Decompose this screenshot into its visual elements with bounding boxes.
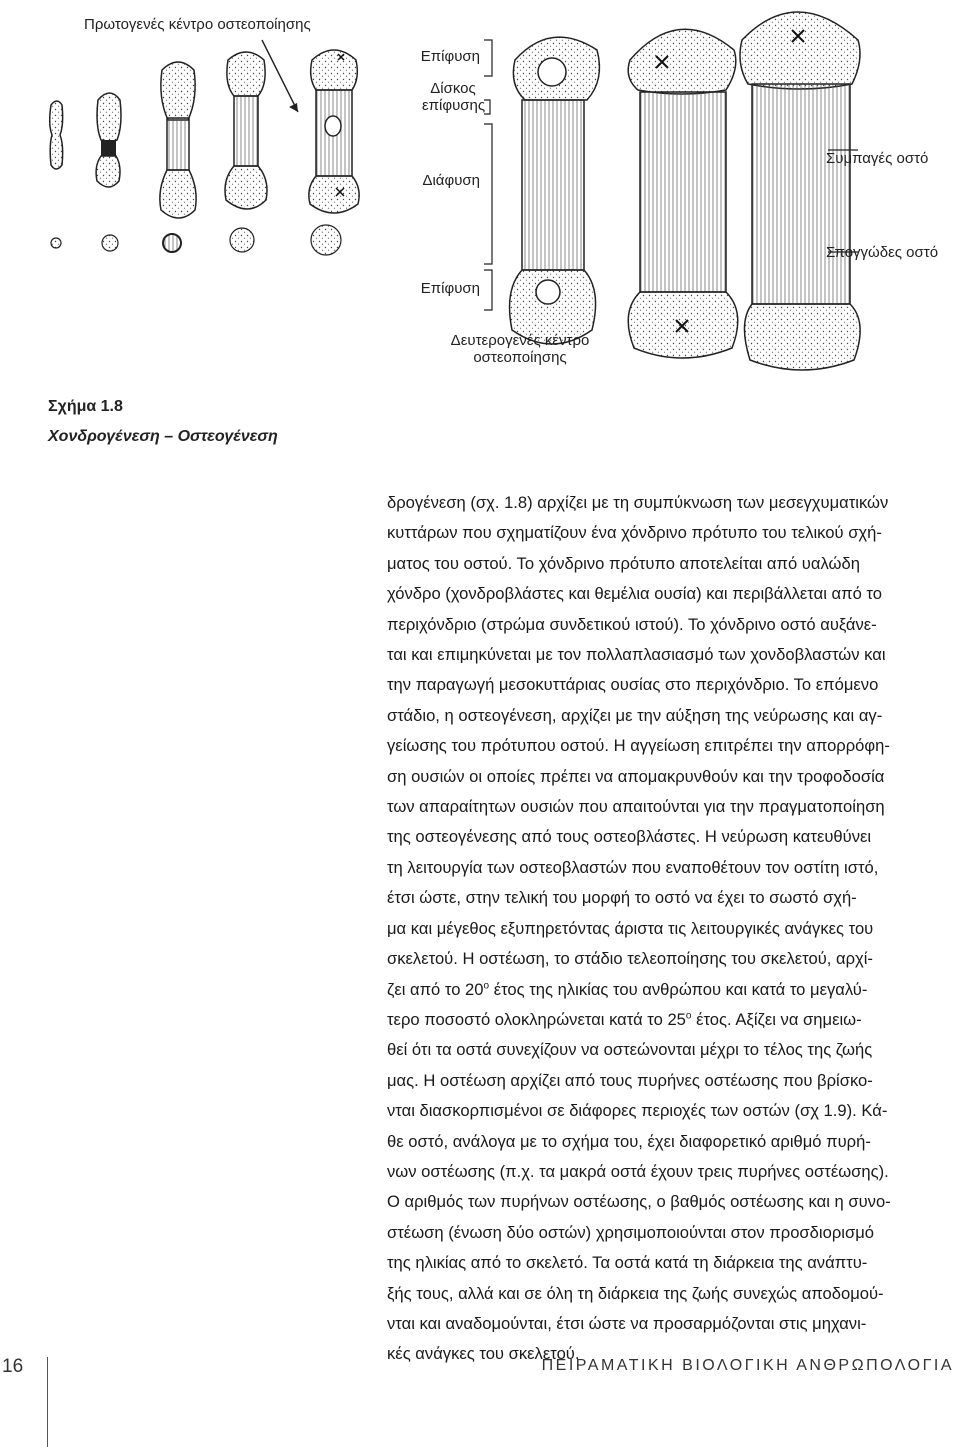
running-head: ΠΕΙΡΑΜΑΤΙΚΗ ΒΙΟΛΟΓΙΚΗ ΑΝΘΡΩΠΟΛΟΓΙΑ <box>541 1357 954 1374</box>
body-text-fragment: τερο ποσοστό ολοκληρώνεται κατά το 25 <box>387 1009 686 1029</box>
figure-caption-number: Σχήμα 1.8 <box>48 398 123 415</box>
body-line: στάδιο, η οστεογένεση, αρχίζει με την αύξηση της νεύρωσης και αγ- <box>387 705 883 725</box>
body-line <box>387 1005 960 1035</box>
stage-1-cartilage-model <box>50 101 63 169</box>
body-line: ξής τους, αλλά και σε όλη τη διάρκεια της ζωής συνεχώς αποδομού- <box>387 1283 884 1303</box>
body-line: γείωσης του πρότυπου οστού. Η αγγείωση επιτρέπει την απορρόφη- <box>387 736 890 756</box>
stage-3-primary-ossification <box>160 62 196 218</box>
ordinal-superscript: ο <box>483 979 490 991</box>
ordinal-superscript: ο <box>685 1010 692 1022</box>
body-line: των απαραίτητων ουσιών που απαιτούνται για την πραγματοποίηση <box>387 797 885 817</box>
label-epiphysis-bottom: Επίφυση <box>420 280 480 297</box>
body-line: περιχόνδριο (στρώμα συνδετικού ιστού). Το χόνδρινο οστό αυξάνε- <box>387 614 877 634</box>
page-number: 16 <box>2 1356 24 1377</box>
body-line: της οστεογένεσης από τους οστεοβλάστες. Η νεύρωση κατευθύνει <box>387 827 872 847</box>
osteogenesis-figure <box>0 0 960 380</box>
footer-divider <box>47 1357 48 1447</box>
body-text-fragment: ζει από το 20 <box>387 979 484 999</box>
label-epiphysis-top: Επίφυση <box>420 48 480 65</box>
body-line: ται και επιμηκύνεται με τον πολλαπλασιασμό των χονδοβλαστών και <box>387 645 886 665</box>
body-line: νται διασκορπισμένοι σε διάφορες περιοχές των οστών (σχ 1.9). Κά- <box>387 1101 888 1121</box>
stage-8-mature-bone <box>740 12 860 370</box>
body-line: τη λειτουργία των οστεοβλαστών που εναποθέτουν τον οστίτη ιστό, <box>387 857 879 877</box>
body-line: νται και αναδομούνται, έτσι ώστε να προσαρμόζονται στις μηχανι- <box>387 1313 867 1333</box>
body-paragraph <box>387 488 960 1370</box>
body-line: δρογένεση (σχ. 1.8) αρχίζει με τη συμπύκνωση των μεσεγχυματικών <box>387 493 889 512</box>
body-line: μας. Η οστέωση αρχίζει από τους πυρήνες οστέωσης που βρίσκο- <box>387 1070 873 1090</box>
body-line: έτσι ώστε, στην τελική του μορφή το οστό να έχει το σωστό σχή- <box>387 888 857 908</box>
body-line: στέωση (ένωση δύο οστών) χρησιμοποιούνται στον προσδιορισμό <box>387 1222 874 1242</box>
body-line: σκελετού. Η οστέωση, το στάδιο τελεοποίησης του σκελετού, αρχί- <box>387 949 873 969</box>
body-text-fragment: έτος της ηλικίας του ανθρώπου και κατά το μεγαλύ- <box>489 979 868 999</box>
body-line: μα και μέγεθος εξυπηρετόντας άριστα τις λειτουργικές ανάγκες του <box>387 918 874 938</box>
body-line: θε οστό, ανάλογα με το σχήμα του, έχει διαφορετικό αριθμό πυρή- <box>387 1131 871 1151</box>
label-diaphysis: Διάφυση <box>422 172 480 189</box>
body-line: κυττάρων που σχηματίζουν ένα χόνδρινο πρότυπο του τελικού σχή- <box>387 523 882 543</box>
body-line: την παραγωγή μεσοκυττάριας ουσίας στο περιχόνδριο. Το επόμενο <box>387 675 879 695</box>
cross-sections <box>51 225 341 255</box>
figure-caption-title: Χονδρογένεση – Οστεογένεση <box>48 428 278 445</box>
body-line: της ηλικίας από το σκελετό. Τα οστά κατά τη διάρκεια της ανάπτυ- <box>387 1253 868 1273</box>
body-line: θεί ότι τα οστά συνεχίζουν να οστεώνονται μέχρι το τέλος της ζωής <box>387 1040 873 1060</box>
label-growth-plate: Δίσκος επίφυσης <box>422 80 486 114</box>
body-line: ματος του οστού. Το χόνδρινο πρότυπο αποτελείται από υαλώδη <box>387 553 860 573</box>
stage-4-diaphysis-ossification <box>225 52 267 209</box>
body-line: ση ουσιών οι οποίες πρέπει να απομακρυνθούν και την τροφοδοσία <box>387 766 885 786</box>
body-line: Ο αριθμός των πυρήνων οστέωσης, ο βαθμός οστέωσης και η συνο- <box>387 1192 891 1212</box>
stage-5-secondary-ossification <box>309 50 359 213</box>
label-primary-center: Πρωτογενές κέντρο οστεοποίησης <box>84 16 311 33</box>
stage-6-long-bone <box>510 37 600 344</box>
body-line: νων οστέωσης (π.χ. τα μακρά οστά έχουν τρεις πυρήνες οστέωσης). <box>387 1161 889 1181</box>
body-line: χόνδρο (χονδροβλάστες και θεμέλια ουσία) και περιβάλλεται από το <box>387 584 882 604</box>
label-compact-bone: Συμπαγές οστό <box>826 150 929 167</box>
body-text-fragment: έτος. Αξίζει να σημειω- <box>691 1009 862 1029</box>
body-line: κές ανάγκες του σκελετού. <box>387 1344 580 1364</box>
label-spongy-bone: Σπογγώδες οστό <box>826 244 939 261</box>
stage-2-cartilage-model <box>96 93 121 187</box>
stage-7-long-bone <box>628 29 738 358</box>
label-secondary-center: Δευτερογενές κέντρο οστεοποίησης <box>450 332 590 366</box>
body-line <box>387 975 960 1005</box>
